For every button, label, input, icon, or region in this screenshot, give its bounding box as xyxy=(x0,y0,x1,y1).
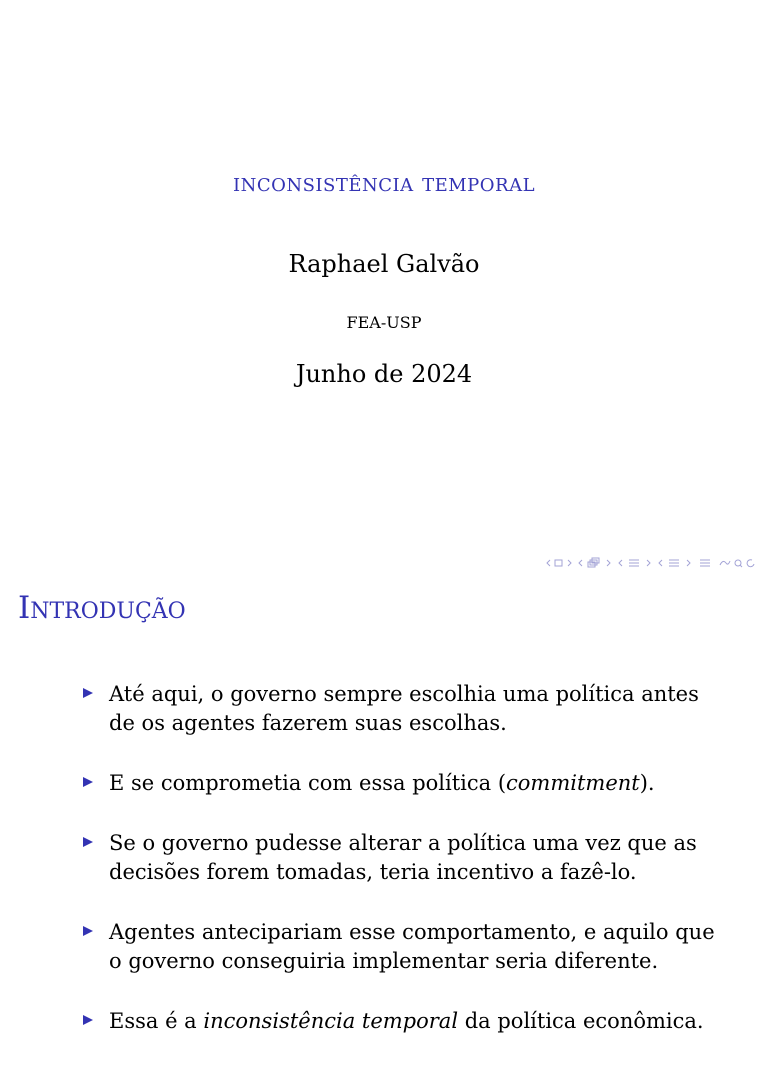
emphasis-text: commitment xyxy=(506,771,640,795)
presentation-date: Junho de 2024 xyxy=(295,360,473,388)
search-icons[interactable] xyxy=(718,557,758,569)
author-name: Raphael Galvão xyxy=(288,250,480,278)
section-nav-icon[interactable] xyxy=(618,557,652,569)
slide-title: inconsistência temporal xyxy=(232,168,536,197)
list-item xyxy=(82,1007,722,1036)
triangle-bullet-icon xyxy=(82,1014,94,1026)
bullet-text: da política econômica. xyxy=(458,1009,704,1033)
bullet-text: Se o governo pudesse alterar a política uma vez que as decisões forem tomadas, teria incentivo a fazê-lo. xyxy=(109,831,697,884)
triangle-bullet-icon xyxy=(82,776,94,788)
document-nav-icon[interactable] xyxy=(658,557,692,569)
frame-title: Introdução xyxy=(18,590,186,626)
bullet-text: E se comprometia com essa política ( xyxy=(109,771,507,795)
bullet-text: Essa é a xyxy=(109,1009,204,1033)
triangle-bullet-icon xyxy=(82,925,94,937)
emphasis-text: inconsistência temporal xyxy=(203,1009,459,1033)
institution: FEA-USP xyxy=(346,313,422,332)
bullet-text: Agentes antecipariam esse comportamento, e aquilo que o governo conseguiria implementar seria diferente. xyxy=(109,920,715,973)
bullet-text: ). xyxy=(639,771,655,795)
appendix-nav-icon[interactable] xyxy=(698,557,712,569)
bullet-text: Até aqui, o governo sempre escolhia uma política antes de os agentes fazerem suas escolhas. xyxy=(109,682,699,735)
list-item xyxy=(82,918,722,976)
subsection-nav-icon[interactable] xyxy=(578,557,612,569)
triangle-bullet-icon xyxy=(82,836,94,848)
frame-nav-icon[interactable] xyxy=(546,558,572,568)
triangle-bullet-icon xyxy=(82,687,94,699)
beamer-navigation-bar xyxy=(546,555,758,571)
bullet-list xyxy=(82,680,722,1067)
list-item xyxy=(82,769,722,798)
list-item xyxy=(82,680,722,738)
list-item xyxy=(82,829,722,887)
